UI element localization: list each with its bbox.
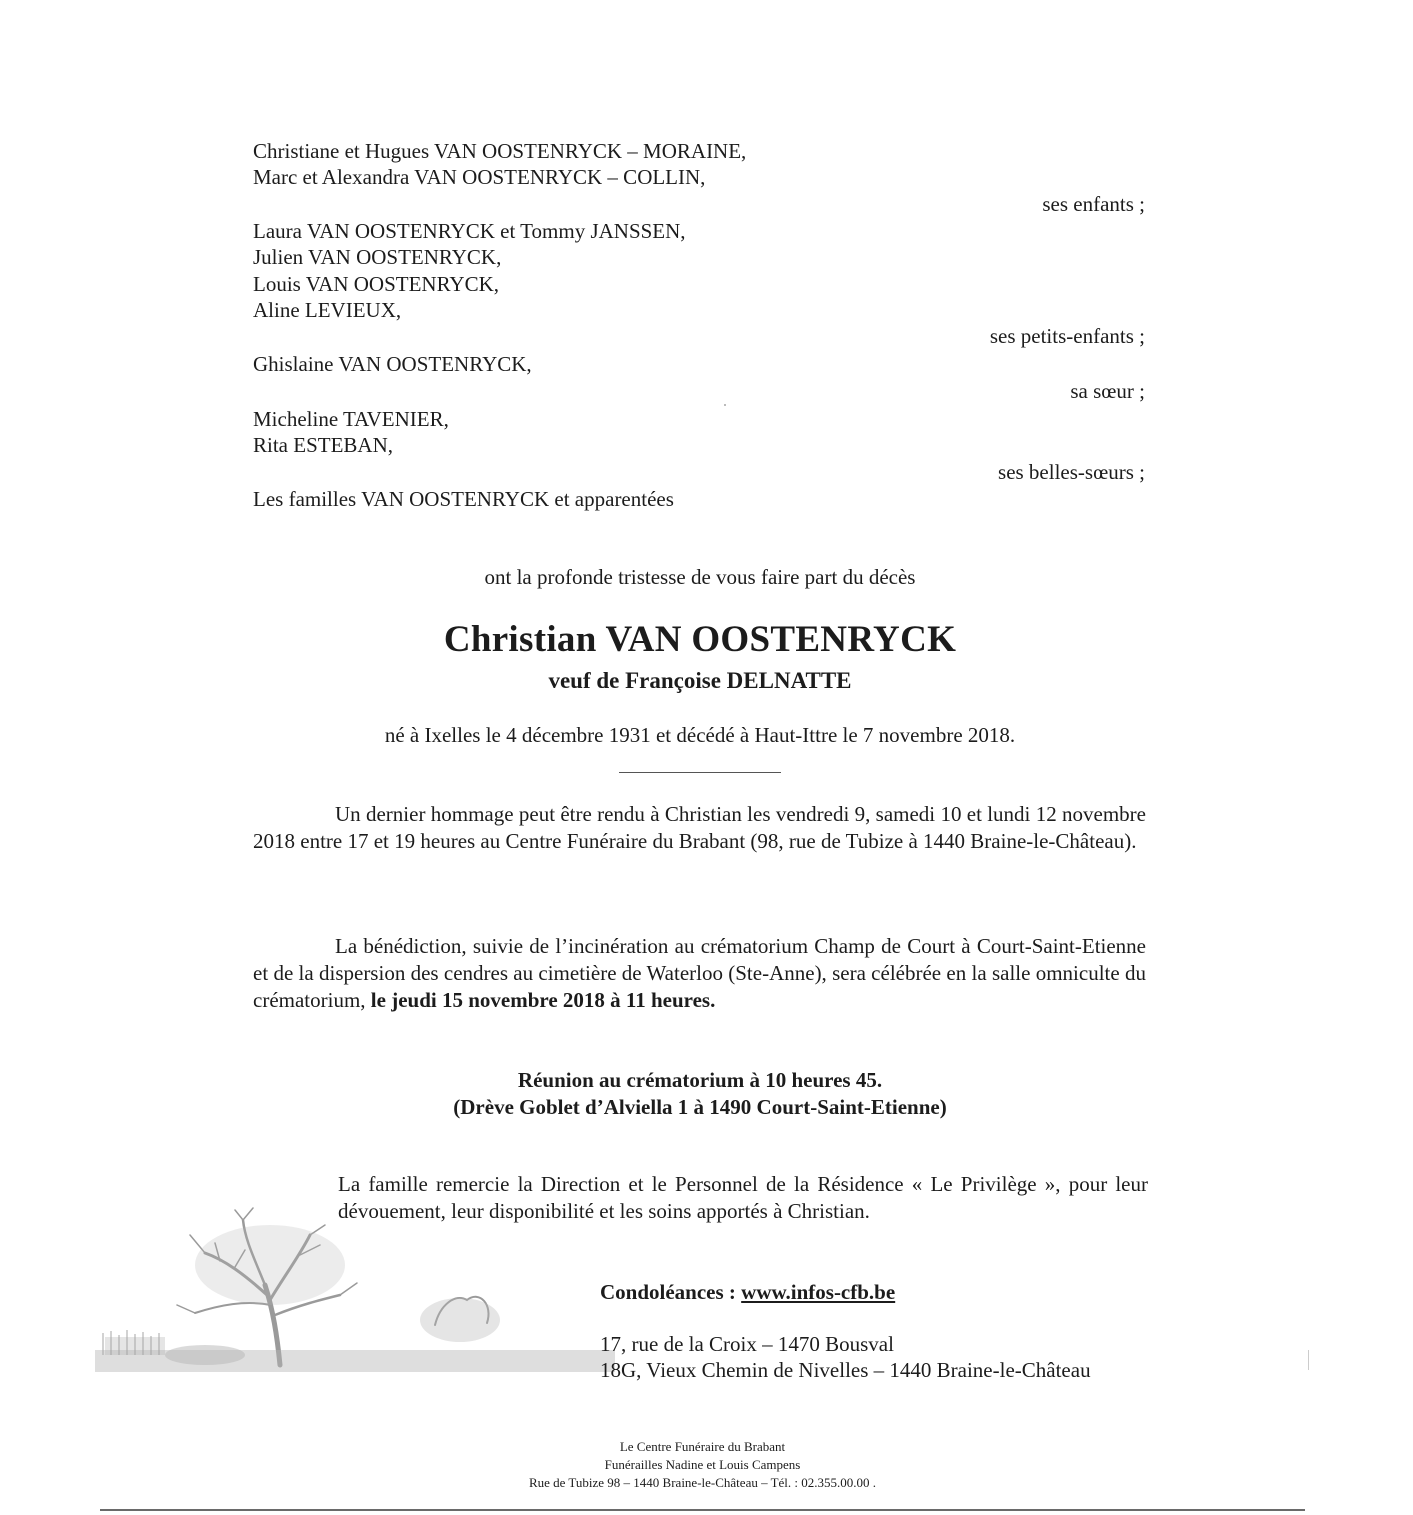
relation-label-sisters-in-law: ses belles-sœurs ; [998, 460, 1145, 484]
scan-edge-mark [1308, 1350, 1309, 1370]
ceremony-date: le jeudi 15 novembre 2018 à 11 heures. [370, 988, 716, 1012]
grandchild-name: Laura VAN OOSTENRYCK et Tommy JANSSEN, [253, 219, 686, 243]
tribute-paragraph [253, 801, 1146, 855]
ceremony-text: La bénédiction, suivie de l’incinération au crématorium Champ de Court à Court-Saint-Etienne et de la dispersion des cendres au cimetière de Waterloo (Ste-Anne), sera célébrée en la salle omniculte du crématorium, [253, 934, 1146, 1012]
winter-tree-artwork [95, 1205, 615, 1395]
sister-name: Ghislaine VAN OOSTENRYCK, [253, 352, 532, 376]
relation-label-grandchildren: ses petits-enfants ; [989, 324, 1145, 348]
paper-speck [724, 404, 726, 406]
meeting-line: Réunion au crématorium à 10 heures 45. [517, 1068, 883, 1092]
condolences-link[interactable]: www.infos-cfb.be [741, 1280, 896, 1304]
address-line: 18G, Vieux Chemin de Nivelles – 1440 Braine-le-Château [600, 1358, 1091, 1382]
separator-rule [619, 772, 781, 773]
child-name: Christiane et Hugues VAN OOSTENRYCK – MORAINE, [253, 139, 747, 163]
bottom-rule [100, 1509, 1305, 1511]
grandchild-name: Aline LEVIEUX, [253, 298, 402, 322]
birth-death-dates: né à Ixelles le 4 décembre 1931 et décédé à Haut-Ittre le 7 novembre 2018. [384, 723, 1016, 747]
child-name: Marc et Alexandra VAN OOSTENRYCK – COLLIN, [253, 165, 706, 189]
condolences-label: Condoléances : [600, 1280, 742, 1304]
widower-line: veuf de Françoise DELNATTE [548, 668, 852, 693]
announcement-intro: ont la profonde tristesse de vous faire part du décès [484, 565, 916, 589]
relation-label-sister: sa sœur ; [1070, 379, 1145, 403]
thanks-paragraph: La famille remercie la Direction et le Personnel de la Résidence « Le Privilège », pour leur dévouement, leur disponibilité et les soins apportés à Christian. [338, 1172, 1148, 1223]
grandchild-name: Julien VAN OOSTENRYCK, [253, 245, 502, 269]
ceremony-paragraph [253, 933, 1146, 1014]
meeting-address: (Drève Goblet d’Alviella 1 à 1490 Court-Saint-Etienne) [453, 1095, 947, 1119]
footer-address: Rue de Tubize 98 – 1440 Braine-le-Château – Tél. : 02.355.00.00 . [528, 1475, 877, 1490]
families-line: Les familles VAN OOSTENRYCK et apparentées [253, 487, 674, 511]
tribute-text: Un dernier hommage peut être rendu à Christian les vendredi 9, samedi 10 et lundi 12 novembre 2018 entre 17 et 19 heures au Centre Funéraire du Brabant (98, rue de Tubize à 1440 Braine-le-Château). [253, 802, 1146, 853]
relation-label-children: ses enfants ; [1042, 192, 1145, 216]
footer-subtitle: Funérailles Nadine et Louis Campens [604, 1457, 801, 1472]
address-line: 17, rue de la Croix – 1470 Bousval [600, 1332, 894, 1356]
footer-company: Le Centre Funéraire du Brabant [619, 1439, 786, 1454]
deceased-name: Christian VAN OOSTENRYCK [443, 619, 957, 660]
grandchild-name: Louis VAN OOSTENRYCK, [253, 272, 500, 296]
condolences-line [600, 1279, 895, 1305]
sister-in-law-name: Micheline TAVENIER, [253, 407, 449, 431]
sister-in-law-name: Rita ESTEBAN, [253, 433, 393, 457]
